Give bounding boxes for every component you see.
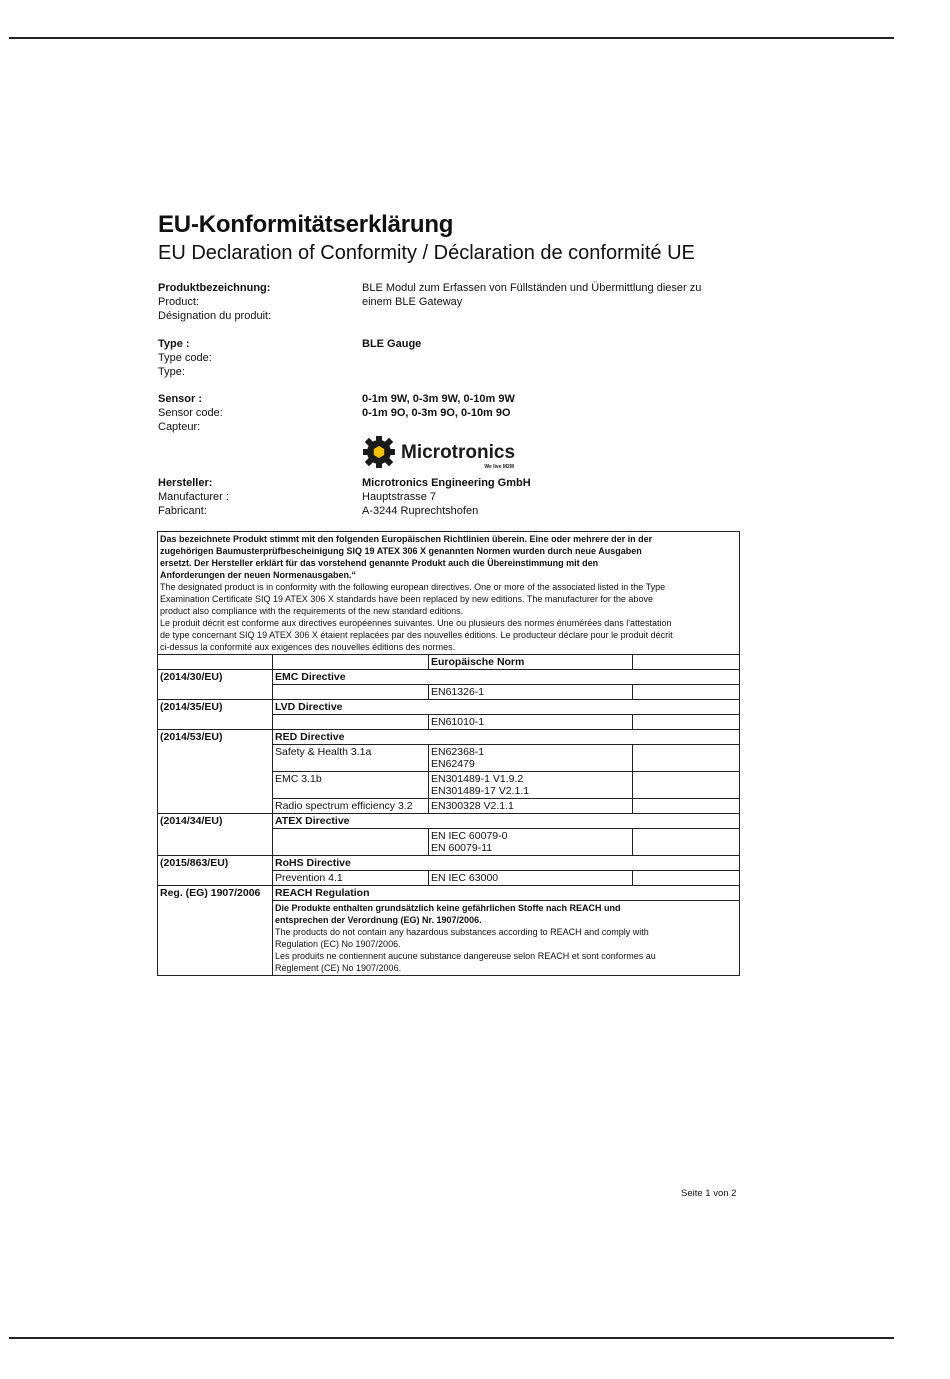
product-label-en: Product: bbox=[158, 296, 199, 308]
emc-ref: (2014/30/EU) bbox=[158, 670, 273, 700]
atex-title: ATEX Directive bbox=[273, 814, 740, 829]
red-radio-norm: EN300328 V2.1.1 bbox=[429, 799, 633, 814]
table-header-row bbox=[158, 655, 740, 670]
manufacturer-label-fr: Fabricant: bbox=[158, 505, 207, 517]
page-title: EU-Konformitätserklärung bbox=[158, 211, 454, 238]
rohs-title: RoHS Directive bbox=[273, 856, 740, 871]
sensor-label-fr: Capteur: bbox=[158, 421, 201, 433]
table-row bbox=[158, 856, 740, 871]
reach-ref: Reg. (EG) 1907/2006 bbox=[158, 886, 273, 976]
sensor-value-line2: 0-1m 9O, 0-3m 9O, 0-10m 9O bbox=[362, 407, 511, 419]
reach-en-1: The products do not contain any hazardous substances according to REACH and comply with bbox=[275, 927, 649, 937]
emc-title: EMC Directive bbox=[273, 670, 740, 685]
atex-ref: (2014/34/EU) bbox=[158, 814, 273, 856]
red-radio-label: Radio spectrum efficiency 3.2 bbox=[273, 799, 429, 814]
table-row bbox=[158, 700, 740, 715]
reach-statement bbox=[273, 901, 740, 976]
red-safety-norm-1: EN62368-1 bbox=[431, 746, 485, 758]
type-label-fr: Type: bbox=[158, 366, 185, 378]
red-ref: (2014/53/EU) bbox=[158, 730, 273, 814]
sensor-label-block bbox=[158, 392, 223, 434]
manufacturer-label-block bbox=[158, 476, 229, 518]
logo-brand: Microtronics bbox=[401, 442, 516, 463]
manufacturer-label-en: Manufacturer : bbox=[158, 491, 229, 503]
statement-en-2: Examination Certificate SIQ 19 ATEX 306 X standards have been replaced by new editions. The manufacturer for the above bbox=[160, 594, 653, 604]
reach-fr-2: Règlement (CE) No 1907/2006. bbox=[275, 963, 402, 973]
product-value-line1: BLE Modul zum Erfassen von Füllständen und Übermittlung dieser zu bbox=[362, 282, 702, 294]
product-value-block bbox=[362, 281, 701, 309]
red-emc-norm-2: EN301489-17 V2.1.1 bbox=[431, 785, 530, 797]
red-safety-label: Safety & Health 3.1a bbox=[273, 745, 429, 772]
atex-norm-2: EN 60079-11 bbox=[431, 842, 493, 854]
gear-icon bbox=[363, 436, 395, 468]
norm-column-header: Europäische Norm bbox=[429, 655, 633, 670]
statement-fr-3: ci-dessus la conformité aux exigences des nouvelles éditions des normes. bbox=[160, 642, 456, 652]
table-row bbox=[158, 730, 740, 745]
type-value-block bbox=[362, 337, 421, 351]
statement-en-1: The designated product is in conformity with the following european directives. One or more of the associated listed in the Type bbox=[160, 582, 666, 592]
red-emc-norm-1: EN301489-1 V1.9.2 bbox=[431, 773, 524, 785]
page-subtitle: EU Declaration of Conformity / Déclaration de conformité UE bbox=[158, 242, 695, 264]
table-row bbox=[158, 814, 740, 829]
red-emc-norms bbox=[429, 772, 633, 799]
statement-cell bbox=[158, 532, 740, 655]
manufacturer-label-de: Hersteller: bbox=[158, 477, 213, 489]
sensor-label-en: Sensor code: bbox=[158, 407, 223, 419]
type-value: BLE Gauge bbox=[362, 338, 422, 350]
lvd-ref: (2014/35/EU) bbox=[158, 700, 273, 730]
sensor-value-block bbox=[362, 392, 515, 420]
rohs-prevention-label: Prevention 4.1 bbox=[273, 871, 429, 886]
table-row bbox=[158, 886, 740, 901]
statement-fr-1: Le produit décrit est conforme aux directives européennes suivantes. Une ou plusieurs des normes énumérées dans l'attestation bbox=[160, 618, 672, 628]
logo-tagline: We live M2M bbox=[484, 464, 514, 470]
product-label-fr: Désignation du produit: bbox=[158, 310, 272, 322]
product-value-line2: einem BLE Gateway bbox=[362, 296, 463, 308]
statement-de-3: ersetzt. Der Hersteller erklärt für das vorstehend genannte Produkt auch die Übereinstimmung mit den bbox=[160, 558, 599, 568]
statement-en-3: product also compliance with the requirements of the new standard editions. bbox=[160, 606, 464, 616]
reach-fr-1: Les produits ne contiennent aucune substance dangereuse selon REACH et sont conformes au bbox=[275, 951, 656, 961]
atex-norms bbox=[429, 829, 633, 856]
conformity-table bbox=[157, 531, 740, 976]
type-label-block bbox=[158, 337, 212, 379]
reach-title: REACH Regulation bbox=[273, 886, 740, 901]
statement-de-1: Das bezeichnete Produkt stimmt mit den folgenden Europäischen Richtlinien überein. Eine oder mehrere der in der bbox=[160, 534, 653, 544]
statement-row bbox=[158, 532, 740, 655]
rohs-norm: EN IEC 63000 bbox=[429, 871, 633, 886]
red-title: RED Directive bbox=[273, 730, 740, 745]
microtronics-logo bbox=[362, 435, 522, 471]
red-safety-norms bbox=[429, 745, 633, 772]
manufacturer-value-block bbox=[362, 476, 531, 518]
red-emc-label: EMC 3.1b bbox=[273, 772, 429, 799]
product-label-de: Produktbezeichnung: bbox=[158, 282, 271, 294]
reach-de-2: entsprechen der Verordnung (EG) Nr. 1907/2006. bbox=[275, 915, 482, 925]
page-number: Seite 1 von 2 bbox=[681, 1188, 737, 1199]
type-label-de: Type : bbox=[158, 338, 190, 350]
manufacturer-street: Hauptstrasse 7 bbox=[362, 491, 436, 503]
reach-de-1: Die Produkte enthalten grundsätzlich keine gefährlichen Stoffe nach REACH und bbox=[275, 903, 621, 913]
atex-norm-1: EN IEC 60079-0 bbox=[431, 830, 508, 842]
type-label-en: Type code: bbox=[158, 352, 212, 364]
top-rule bbox=[9, 37, 894, 39]
sensor-label-de: Sensor : bbox=[158, 393, 203, 405]
emc-norm: EN61326-1 bbox=[429, 685, 633, 700]
lvd-norm: EN61010-1 bbox=[429, 715, 633, 730]
statement-fr-2: de type concernant SIQ 19 ATEX 306 X étaient replacées par des nouvelles éditions. Le producteur déclare pour le produit décrit bbox=[160, 630, 673, 640]
manufacturer-city: A-3244 Ruprechtshofen bbox=[362, 505, 479, 517]
table-row bbox=[158, 670, 740, 685]
lvd-title: LVD Directive bbox=[273, 700, 740, 715]
reach-en-2: Regulation (EC) No 1907/2006. bbox=[275, 939, 401, 949]
rohs-ref: (2015/863/EU) bbox=[158, 856, 273, 886]
statement-de-2: zugehörigen Baumusterprüfbescheinigung SIQ 19 ATEX 306 X genannten Normen wurden durch neue Ausgaben bbox=[160, 546, 642, 556]
statement-de-4: Anforderungen der neuen Normenausgaben.“ bbox=[160, 570, 357, 580]
product-label-block bbox=[158, 281, 271, 323]
sensor-value-line1: 0-1m 9W, 0-3m 9W, 0-10m 9W bbox=[362, 393, 515, 405]
manufacturer-name: Microtronics Engineering GmbH bbox=[362, 477, 531, 489]
bottom-rule bbox=[9, 1337, 894, 1339]
red-safety-norm-2: EN62479 bbox=[431, 758, 475, 770]
